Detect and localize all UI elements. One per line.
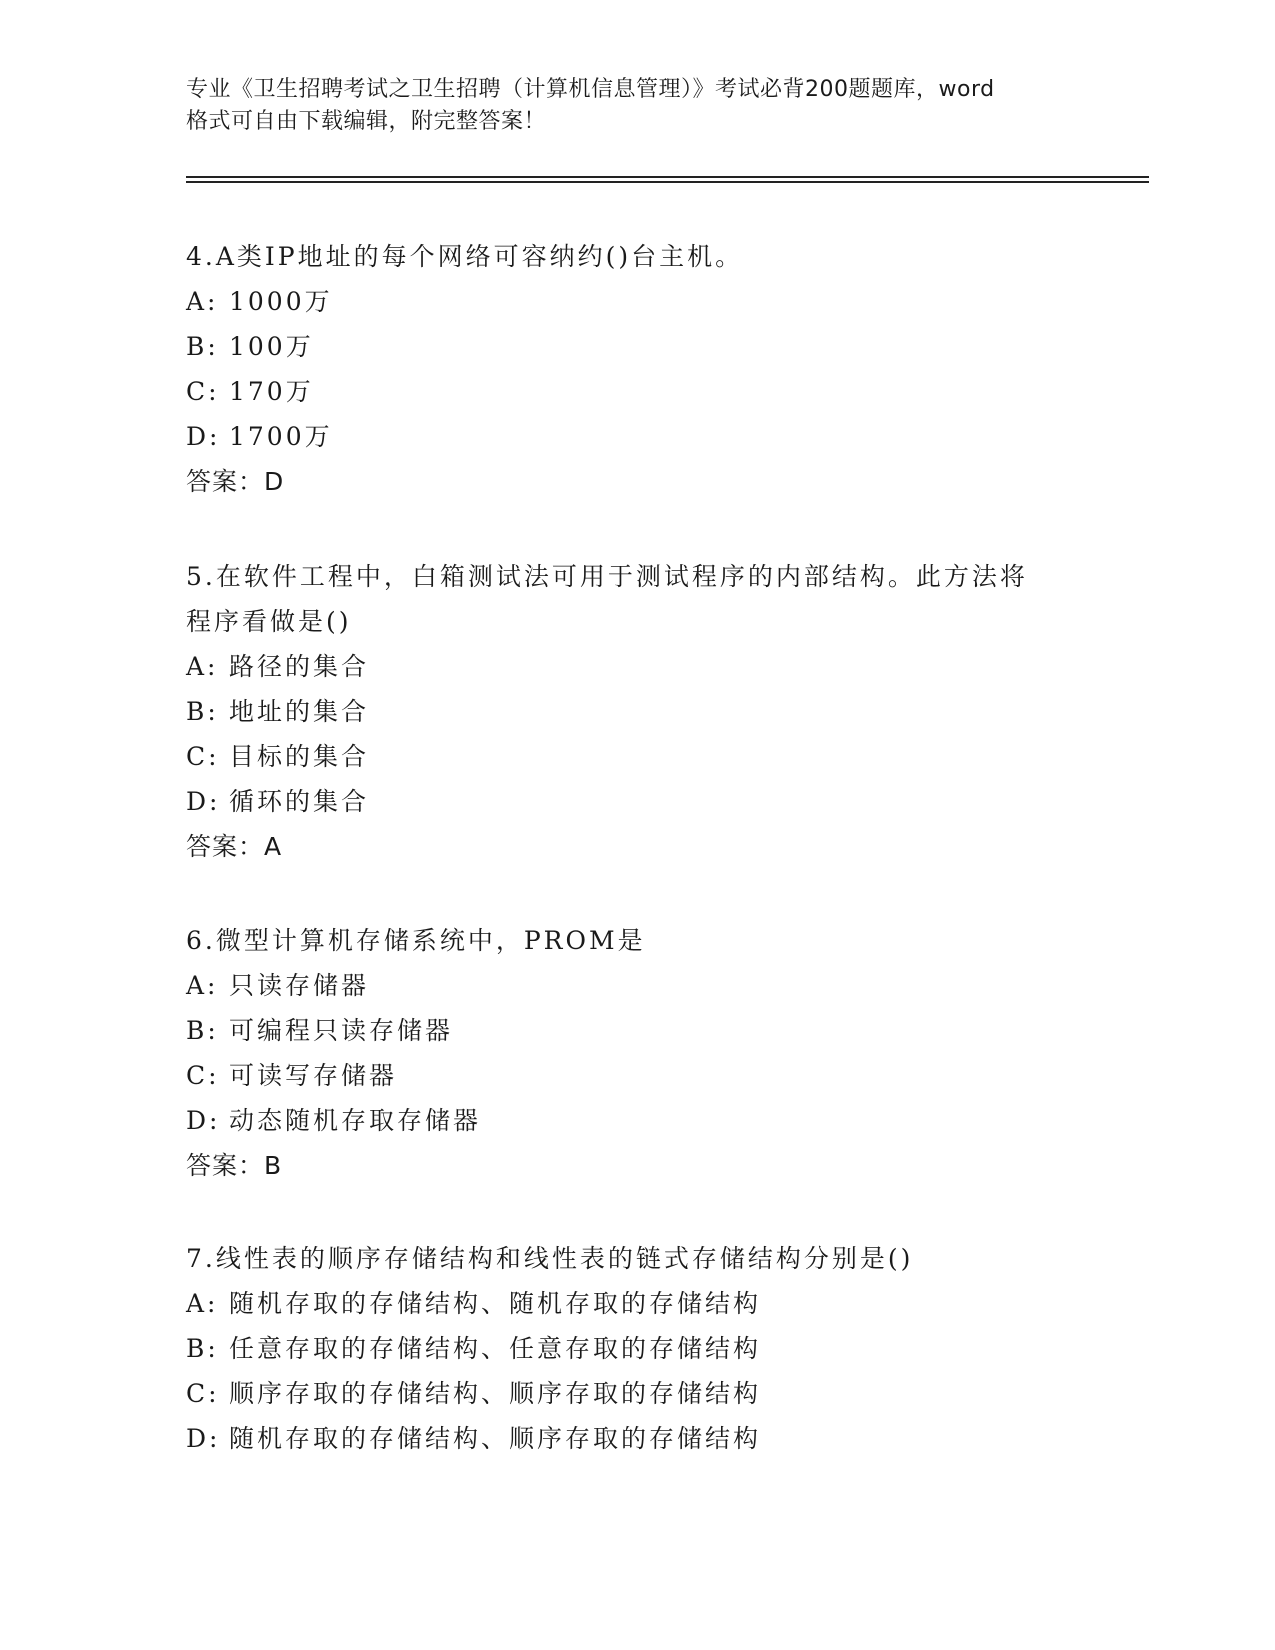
option-text: 1000万 — [229, 287, 333, 316]
option-text: 100万 — [229, 332, 314, 361]
answer-line: 答案：D — [186, 467, 285, 496]
option-text: 目标的集合 — [229, 742, 370, 771]
answer-line: 答案：B — [186, 1151, 283, 1180]
option-a — [186, 279, 1086, 324]
question-7 — [186, 1236, 1086, 1461]
option-b — [186, 689, 1086, 734]
option-text: 可编程只读存储器 — [229, 1016, 454, 1045]
option-d — [186, 1416, 1086, 1461]
option-d — [186, 779, 1086, 824]
option-a — [186, 644, 1086, 689]
option-text: 动态随机存取存储器 — [229, 1106, 482, 1135]
option-a — [186, 963, 1086, 1008]
option-a — [186, 1281, 1086, 1326]
question-stem: 4.A类IP地址的每个网络可容纳约()台主机。 — [186, 242, 744, 271]
option-d — [186, 1098, 1086, 1143]
option-text: 循环的集合 — [229, 787, 370, 816]
option-letter: C: — [186, 742, 220, 771]
option-d — [186, 414, 1086, 459]
option-letter: B: — [186, 332, 219, 361]
header-divider-bottom — [186, 181, 1149, 183]
option-text: 顺序存取的存储结构、顺序存取的存储结构 — [229, 1379, 762, 1408]
option-c — [186, 1053, 1086, 1098]
option-letter: A: — [186, 1289, 219, 1318]
option-letter: C: — [186, 1061, 220, 1090]
question-stem: 6.微型计算机存储系统中，PROM是 — [186, 926, 646, 955]
question-6 — [186, 918, 1086, 1188]
option-text: 任意存取的存储结构、任意存取的存储结构 — [229, 1334, 762, 1363]
option-letter: A: — [186, 652, 219, 681]
option-text: 路径的集合 — [229, 652, 370, 681]
option-b — [186, 1326, 1086, 1371]
option-letter: A: — [186, 287, 219, 316]
question-5 — [186, 554, 1086, 869]
option-b — [186, 324, 1086, 369]
answer-line: 答案：A — [186, 832, 283, 861]
header-line-2: 格式可自由下载编辑，附完整答案！ — [186, 109, 547, 134]
option-letter: D: — [186, 787, 221, 816]
option-letter: C: — [186, 1379, 220, 1408]
option-letter: B: — [186, 1334, 219, 1363]
option-c — [186, 734, 1086, 779]
option-text: 随机存取的存储结构、随机存取的存储结构 — [229, 1289, 762, 1318]
option-letter: A: — [186, 971, 219, 1000]
question-stem: 7.线性表的顺序存储结构和线性表的链式存储结构分别是() — [186, 1244, 914, 1273]
option-text: 可读写存储器 — [229, 1061, 398, 1090]
option-letter: B: — [186, 1016, 219, 1045]
option-letter: D: — [186, 1106, 221, 1135]
option-text: 随机存取的存储结构、顺序存取的存储结构 — [229, 1424, 762, 1453]
option-text: 170万 — [229, 377, 314, 406]
question-stem-continued: 程序看做是() — [186, 607, 352, 636]
option-c — [186, 1371, 1086, 1416]
question-4 — [186, 234, 1086, 504]
option-text: 地址的集合 — [229, 697, 370, 726]
option-letter: C: — [186, 377, 220, 406]
option-text: 1700万 — [229, 422, 333, 451]
option-letter: B: — [186, 697, 219, 726]
option-letter: D: — [186, 1424, 221, 1453]
option-letter: D: — [186, 422, 221, 451]
option-b — [186, 1008, 1086, 1053]
option-text: 只读存储器 — [229, 971, 370, 1000]
option-c — [186, 369, 1086, 414]
question-stem: 5.在软件工程中，白箱测试法可用于测试程序的内部结构。此方法将 — [186, 562, 1028, 591]
header-line-1: 专业《卫生招聘考试之卫生招聘（计算机信息管理）》考试必背200题题库，word — [186, 77, 995, 102]
document-header — [186, 74, 1086, 138]
header-divider-top — [186, 176, 1149, 178]
